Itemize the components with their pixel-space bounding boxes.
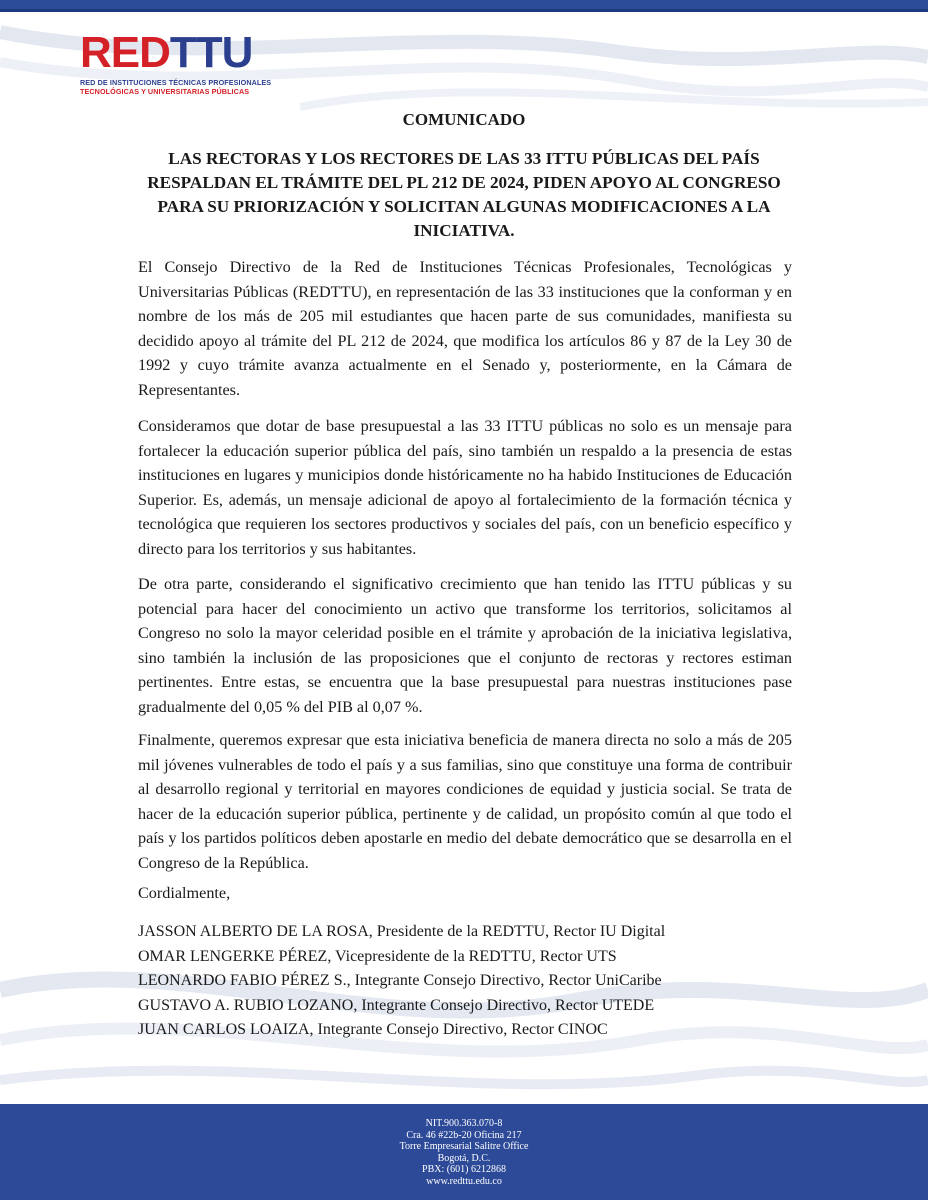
document-headline: LAS RECTORAS Y LOS RECTORES DE LAS 33 ITTU PÚBLICAS DEL PAÍS RESPALDAN EL TRÁMITE DEL PL 212 DE 2024, PIDEN APOYO AL CONGRESO PARA SU PRIORIZACIÓN Y SOLICITAN ALGUNAS MODIFICACIONES A LA INICIATIVA.	[147, 149, 781, 240]
signature-line: LEONARDO FABIO PÉREZ S., Integrante Consejo Directivo, Rector UniCaribe	[138, 972, 662, 989]
footer-website: www.redttu.edu.co	[426, 1175, 502, 1187]
logo-tagline-line1: RED DE INSTITUCIONES TÉCNICAS PROFESIONALES	[80, 78, 272, 87]
top-bar-stripe	[0, 9, 928, 12]
redttu-logo	[80, 28, 272, 100]
signature-line: JASSON ALBERTO DE LA ROSA, Presidente de la REDTTU, Rector IU Digital	[138, 923, 666, 940]
closing: Cordialmente,	[138, 884, 231, 902]
footer-phone: PBX: (601) 6212868	[422, 1164, 506, 1176]
footer-contact	[0, 1118, 928, 1188]
logo-wordmark-red: RED	[80, 28, 170, 77]
paragraph-1: El Consejo Directivo de la Red de Instituciones Técnicas Profesionales, Tecnológicas y Universitarias Públicas (REDTTU), en representación de las 33 instituciones que la conforman y en nombre de los más de 205 mil estudiantes que hacen parte de sus comunidades, manifiesta su decidido apoyo al trámite del PL 212 de 2024, que modifica los artículos 86 y 87 de la Ley 30 de 1992 y cuyo trámite avanza actualmente en el Senado y, posteriormente, en la Cámara de Representantes.	[138, 258, 792, 399]
signature-line: JUAN CARLOS LOAIZA, Integrante Consejo Directivo, Rector CINOC	[138, 1021, 608, 1038]
footer-address: Cra. 46 #22b-20 Oficina 217	[406, 1129, 522, 1141]
logo-wordmark-blue: TTU	[169, 28, 253, 77]
signature-list	[138, 920, 818, 1043]
footer-nit: NIT.900.363.070-8	[425, 1118, 503, 1129]
footer	[0, 1104, 928, 1200]
logo-tagline-line2: TECNOLÓGICAS Y UNIVERSITARIAS PÚBLICAS	[80, 87, 250, 96]
paragraph-3: De otra parte, considerando el significativo crecimiento que han tenido las ITTU públicas y su potencial para hacer del conocimiento un activo que transforme los territorios, solicitamos al Congreso no solo la mayor celeridad posible en el trámite y aprobación de la iniciativa legislativa, sino también la inclusión de las proposiciones que el conjunto de rectoras y rectores estiman pertinentes. Entre estas, se encuentra que la base presupuestal para nuestras instituciones pase gradualmente del 0,05 % del PIB al 0,07 %.	[138, 575, 792, 716]
top-bar	[0, 0, 928, 12]
document-title: COMUNICADO	[402, 110, 526, 129]
signature-line: OMAR LENGERKE PÉREZ, Vicepresidente de la REDTTU, Rector UTS	[138, 947, 617, 965]
paragraph-4: Finalmente, queremos expresar que esta iniciativa beneficia de manera directa no solo a más de 205 mil jóvenes vulnerables de todo el país y a sus familias, sino que constituye una forma de contribuir al desarrollo regional y territorial en mayores condiciones de equidad y justicia social. Se trata de hacer de la educación superior pública, pertinente y de calidad, un propósito común al que todo el país y los partidos políticos deben apostarle en medio del debate democrático que se desarrolla en el Congreso de la República.	[138, 731, 792, 872]
footer-city: Bogotá, D.C.	[437, 1152, 491, 1164]
footer-building: Torre Empresarial Salitre Office	[399, 1141, 529, 1153]
logo-wordmark	[80, 30, 252, 76]
logo-tagline	[80, 78, 272, 96]
signature-line: GUSTAVO A. RUBIO LOZANO, Integrante Consejo Directivo, Rector UTEDE	[138, 996, 655, 1014]
paragraph-2: Consideramos que dotar de base presupuestal a las 33 ITTU públicas no solo es un mensaje para fortalecer la educación superior pública del país, sino también un respaldo a la presencia de estas instituciones en lugares y municipios donde históricamente no ha habido Instituciones de Educación Superior. Es, además, un mensaje adicional de apoyo al fortalecimiento de la formación técnica y tecnológica que requieren los sectores productivos y sociales del país, con un beneficio específico y directo para los territorios y sus habitantes.	[138, 417, 792, 558]
